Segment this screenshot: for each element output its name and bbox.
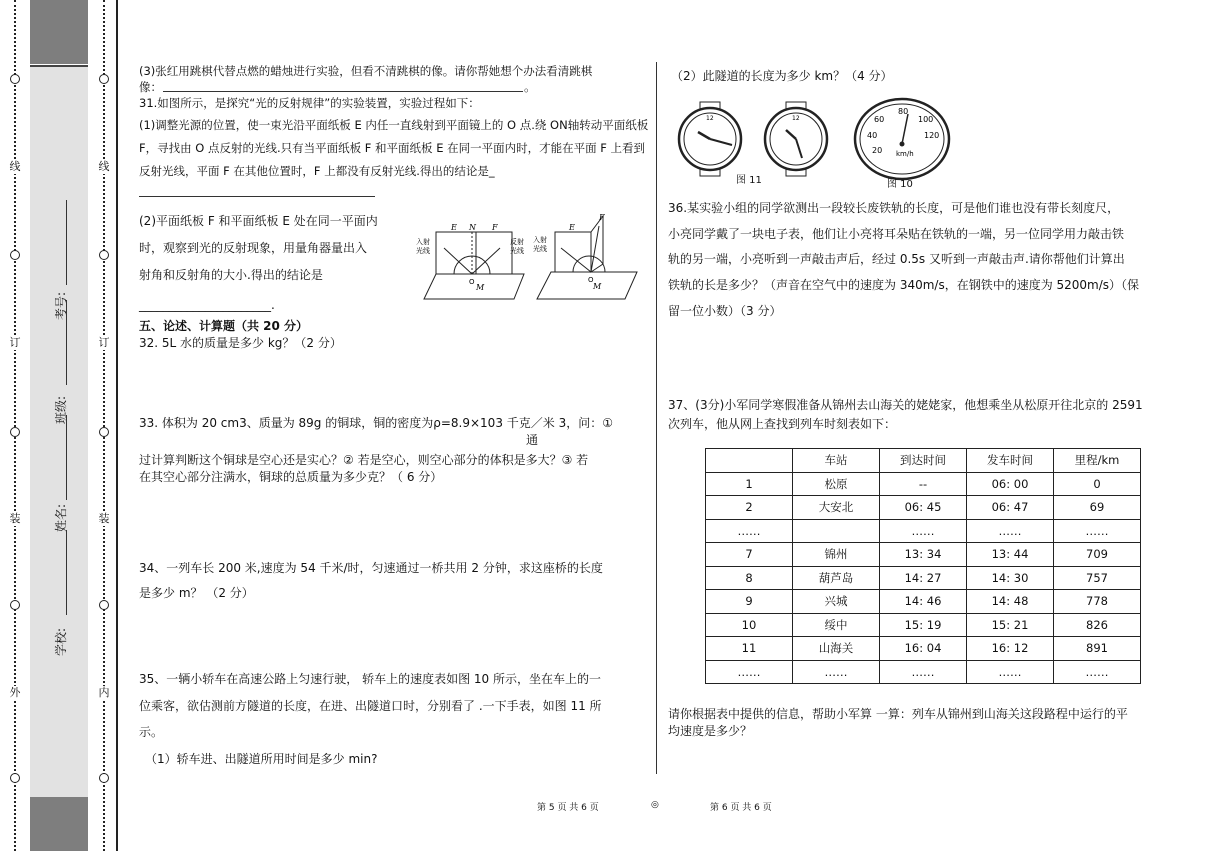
exam-number-label: 考号:: [54, 291, 68, 320]
speedo-tick-120: 120: [924, 131, 940, 140]
table-cell: 大安北: [793, 496, 880, 520]
binding-circle: [10, 773, 20, 783]
q31-2-line1: (2)平面纸板 F 和平面纸板 E 处在同一平面内: [139, 214, 378, 228]
speedometer-icon: [852, 96, 952, 182]
right-dotted-cut-line: [98, 0, 110, 851]
q36-line1: 36.某实验小组的同学欲测出一段较长废铁轨的长度，可是他们谁也没有带长刻度尺，: [668, 201, 1120, 215]
binding-circle: [99, 773, 109, 783]
table-row: [706, 637, 1141, 661]
reflection-experiment-figure-2: [533, 212, 643, 302]
table-cell: ……: [880, 660, 967, 684]
table-cell: 绥中: [793, 613, 880, 637]
left-dotted-cut-line: [9, 0, 21, 851]
fig2-label-E: E: [569, 223, 575, 232]
footer-separator-icon: ◎: [651, 800, 659, 810]
table-row: [706, 543, 1141, 567]
margin-mark: 线: [96, 160, 112, 174]
binding-circle: [99, 250, 109, 260]
q37-line2: 次列车，他从网上查找到列车时刻表如下：: [668, 417, 897, 431]
table-cell: 826: [1054, 613, 1141, 637]
table-header-row: [706, 449, 1141, 473]
speedo-tick-80: 80: [898, 107, 909, 116]
table-cell: 13: 44: [967, 543, 1054, 567]
table-cell: 69: [1054, 496, 1141, 520]
q30-3-end: 。: [524, 80, 537, 94]
q31-2-line3: 射角和反射角的大小.得出的结论是: [139, 268, 323, 282]
table-cell: 8: [706, 566, 793, 590]
table-cell: ……: [967, 519, 1054, 543]
svg-text:反射: 反射: [510, 238, 524, 246]
q36-line3: 轨的另一端，小亮听到一声敲击声后，经过 0.5s 又听到一声敲击声.请你帮他们计算出: [668, 252, 1125, 266]
svg-text:入射: 入射: [416, 238, 430, 246]
wristwatch-1-icon: [670, 100, 750, 178]
margin-mark: 订: [96, 336, 112, 350]
table-cell: 14: 30: [967, 566, 1054, 590]
table-cell: ……: [880, 519, 967, 543]
table-row: [706, 519, 1141, 543]
q35-line2: 位乘客，欲估测前方隧道的长度，在进、出隧道口时，分别看了 .一下手表，如图 11 所: [139, 699, 602, 713]
class-field-line[interactable]: [66, 300, 67, 385]
q34-line1: 34、一列车长 200 米,速度为 54 千米/时，匀速通过一桥共用 2 分钟，求这座桥的长度: [139, 561, 603, 575]
q31-1-line2: F，寻找由 O 点反射的光线.只有当平面纸板 F 和平面纸板 E 在同一平面内时，才能在平面 F 上看到: [139, 141, 646, 155]
table-cell: ……: [967, 660, 1054, 684]
table-row: [706, 566, 1141, 590]
fig1-label-F: F: [492, 223, 498, 232]
class-label: 班级:: [54, 395, 68, 424]
q33-tong: 通: [526, 433, 539, 447]
q30-3-line1: (3)张红用跳棋代替点燃的蜡烛进行实验，但看不清跳棋的像。请你帮她想个办法看清跳棋: [139, 64, 593, 78]
q32: 32. 5L 水的质量是多少 kg？（2 分）: [139, 336, 342, 350]
q31-2-line4: ______________________.: [139, 298, 275, 312]
table-cell: 16: 12: [967, 637, 1054, 661]
margin-gray-block-bottom: [30, 797, 88, 851]
binding-circle: [10, 600, 20, 610]
binding-circle: [10, 74, 20, 84]
train-timetable: [705, 448, 1141, 684]
table-cell: 松原: [793, 472, 880, 496]
table-cell: 0: [1054, 472, 1141, 496]
wristwatch-2-icon: [756, 100, 836, 178]
table-cell: 778: [1054, 590, 1141, 614]
table-cell: 15: 19: [880, 613, 967, 637]
table-cell: --: [880, 472, 967, 496]
figure-11-caption: 图 11: [736, 175, 762, 186]
speedo-tick-100: 100: [918, 115, 934, 124]
table-cell: 13: 34: [880, 543, 967, 567]
q37-line1: 37、(3分)小军同学寒假准备从锦州去山海关的姥姥家，他想乘坐从松原开往北京的 2591: [668, 398, 1143, 412]
binding-circle: [10, 250, 20, 260]
svg-text:光线: 光线: [533, 245, 547, 253]
answer-blank[interactable]: [163, 91, 523, 92]
svg-text:O: O: [469, 278, 475, 286]
school-label: 学校:: [54, 627, 68, 656]
fig2-label-F: F: [599, 213, 605, 222]
table-cell: 11: [706, 637, 793, 661]
table-cell: 757: [1054, 566, 1141, 590]
fig1-label-E: E: [451, 223, 457, 232]
svg-text:光线: 光线: [510, 247, 524, 255]
exam-number-field-line[interactable]: [66, 200, 67, 285]
table-row: [706, 496, 1141, 520]
margin-mark: 线: [7, 160, 23, 174]
table-cell: 15: 21: [967, 613, 1054, 637]
svg-text:M: M: [476, 283, 485, 292]
speedo-unit: km/h: [896, 150, 914, 158]
q31-1-line1: (1)调整光源的位置，使一束光沿平面纸板 E 内任一直线射到平面镜上的 O 点.绕 ON轴转动平面纸板: [139, 118, 649, 132]
q31-1-line3: 反射光线，平面 F 在其他位置时，F 上都没有反射光线.得出的结论是_: [139, 164, 495, 178]
margin-mark: 订: [7, 336, 23, 350]
table-header-cell: 车站: [793, 449, 880, 473]
binding-circle: [99, 427, 109, 437]
student-info-band: [30, 65, 88, 799]
table-cell: 兴城: [793, 590, 880, 614]
margin-mark: 装: [7, 512, 23, 526]
table-cell: 06: 47: [967, 496, 1054, 520]
speedo-tick-40: 40: [867, 131, 878, 140]
table-row: [706, 660, 1141, 684]
speedo-tick-60: 60: [874, 115, 885, 124]
q34-line2: 是多少 m？ （2 分）: [139, 586, 254, 600]
q35-1: （1）轿车进、出隧道所用时间是多少 min?: [145, 752, 378, 766]
table-cell: 14: 48: [967, 590, 1054, 614]
table-cell: 1: [706, 472, 793, 496]
svg-text:光线: 光线: [416, 247, 430, 255]
table-cell: 7: [706, 543, 793, 567]
binding-circle: [99, 600, 109, 610]
binding-circle: [10, 427, 20, 437]
page-number-5: 第 5 页 共 6 页: [537, 803, 599, 813]
table-cell: 06: 45: [880, 496, 967, 520]
svg-text:入射: 入射: [533, 236, 547, 244]
q30-3-line2: 像：: [139, 80, 162, 94]
q33-line1: 33. 体积为 20 cm3、质量为 89g 的铜球，铜的密度为ρ=8.9×103 千克／米 3，问：①: [139, 416, 613, 430]
table-header-cell: 发车时间: [967, 449, 1054, 473]
fig1-label-N: N: [469, 223, 476, 232]
table-row: [706, 590, 1141, 614]
table-cell: ……: [1054, 660, 1141, 684]
table-row: [706, 472, 1141, 496]
name-field-line[interactable]: [66, 415, 67, 500]
table-cell: ……: [793, 660, 880, 684]
table-cell: 锦州: [793, 543, 880, 567]
q36-line2: 小亮同学戴了一块电子表，他们让小亮将耳朵贴在铁轨的一端，另一位同学用力敲击铁: [668, 227, 1125, 241]
q35-2: （2）此隧道的长度为多少 km？（4 分）: [671, 69, 893, 83]
table-cell: 16: 04: [880, 637, 967, 661]
table-cell: 9: [706, 590, 793, 614]
figure-10-caption: 图 10: [887, 179, 913, 190]
svg-text:12: 12: [792, 115, 800, 122]
q31-2-line2: 时，观察到光的反射现象，用量角器量出入: [139, 241, 368, 255]
q36-line5: 留一位小数）（3 分）: [668, 304, 782, 318]
table-header-cell: [706, 449, 793, 473]
margin-mark: 内: [96, 686, 112, 700]
table-header-cell: 到达时间: [880, 449, 967, 473]
svg-text:M: M: [593, 282, 602, 291]
margin-gray-block-top: [30, 0, 88, 64]
table-cell: 2: [706, 496, 793, 520]
table-cell: 06: 00: [967, 472, 1054, 496]
q31-title: 31.如图所示，是探究“光的反射规律”的实验装置，实验过程如下：: [139, 96, 480, 110]
svg-text:O: O: [588, 276, 594, 284]
table-header-cell: 里程/km: [1054, 449, 1141, 473]
answer-blank[interactable]: [139, 196, 375, 197]
table-cell: 山海关: [793, 637, 880, 661]
column-divider: [656, 62, 657, 774]
speedo-tick-20: 20: [872, 146, 883, 155]
q35-line3: 示。: [139, 725, 164, 739]
q33-line2: 过计算判断这个铜球是空心还是实心？② 若是空心，则空心部分的体积是多大？③ 若: [139, 453, 589, 467]
q33-line3: 在其空心部分注满水，铜球的总质量为多少克？（ 6 分）: [139, 470, 443, 484]
table-cell: ……: [706, 519, 793, 543]
table-cell: 709: [1054, 543, 1141, 567]
q37-ask-line2: 均速度是多少？: [668, 724, 753, 738]
table-cell: 葫芦岛: [793, 566, 880, 590]
svg-text:12: 12: [706, 115, 714, 122]
page-border-line: [116, 0, 118, 851]
q36-line4: 铁轨的长是多少？（声音在空气中的速度为 340m/s，在钢铁中的速度为 5200m/s）（保: [668, 278, 1140, 292]
name-label: 姓名:: [54, 503, 68, 532]
school-field-line[interactable]: [66, 530, 67, 615]
table-cell: [793, 519, 880, 543]
margin-mark: 外: [7, 686, 23, 700]
page-number-6: 第 6 页 共 6 页: [710, 803, 772, 813]
table-cell: ……: [706, 660, 793, 684]
section-5-heading: 五、论述、计算题（共 20 分）: [139, 319, 309, 333]
margin-mark: 装: [96, 512, 112, 526]
table-cell: 14: 27: [880, 566, 967, 590]
table-cell: 14: 46: [880, 590, 967, 614]
table-cell: 891: [1054, 637, 1141, 661]
q37-ask-line1: 请你根据表中提供的信息，帮助小军算 一算：列车从锦州到山海关这段路程中运行的平: [668, 707, 1128, 721]
table-cell: ……: [1054, 519, 1141, 543]
reflection-experiment-figure-1: [414, 214, 526, 302]
table-cell: 10: [706, 613, 793, 637]
binding-circle: [99, 74, 109, 84]
table-row: [706, 613, 1141, 637]
q35-line1: 35、一辆小轿车在高速公路上匀速行驶， 轿车上的速度表如图 10 所示，坐在车上的一: [139, 672, 601, 686]
